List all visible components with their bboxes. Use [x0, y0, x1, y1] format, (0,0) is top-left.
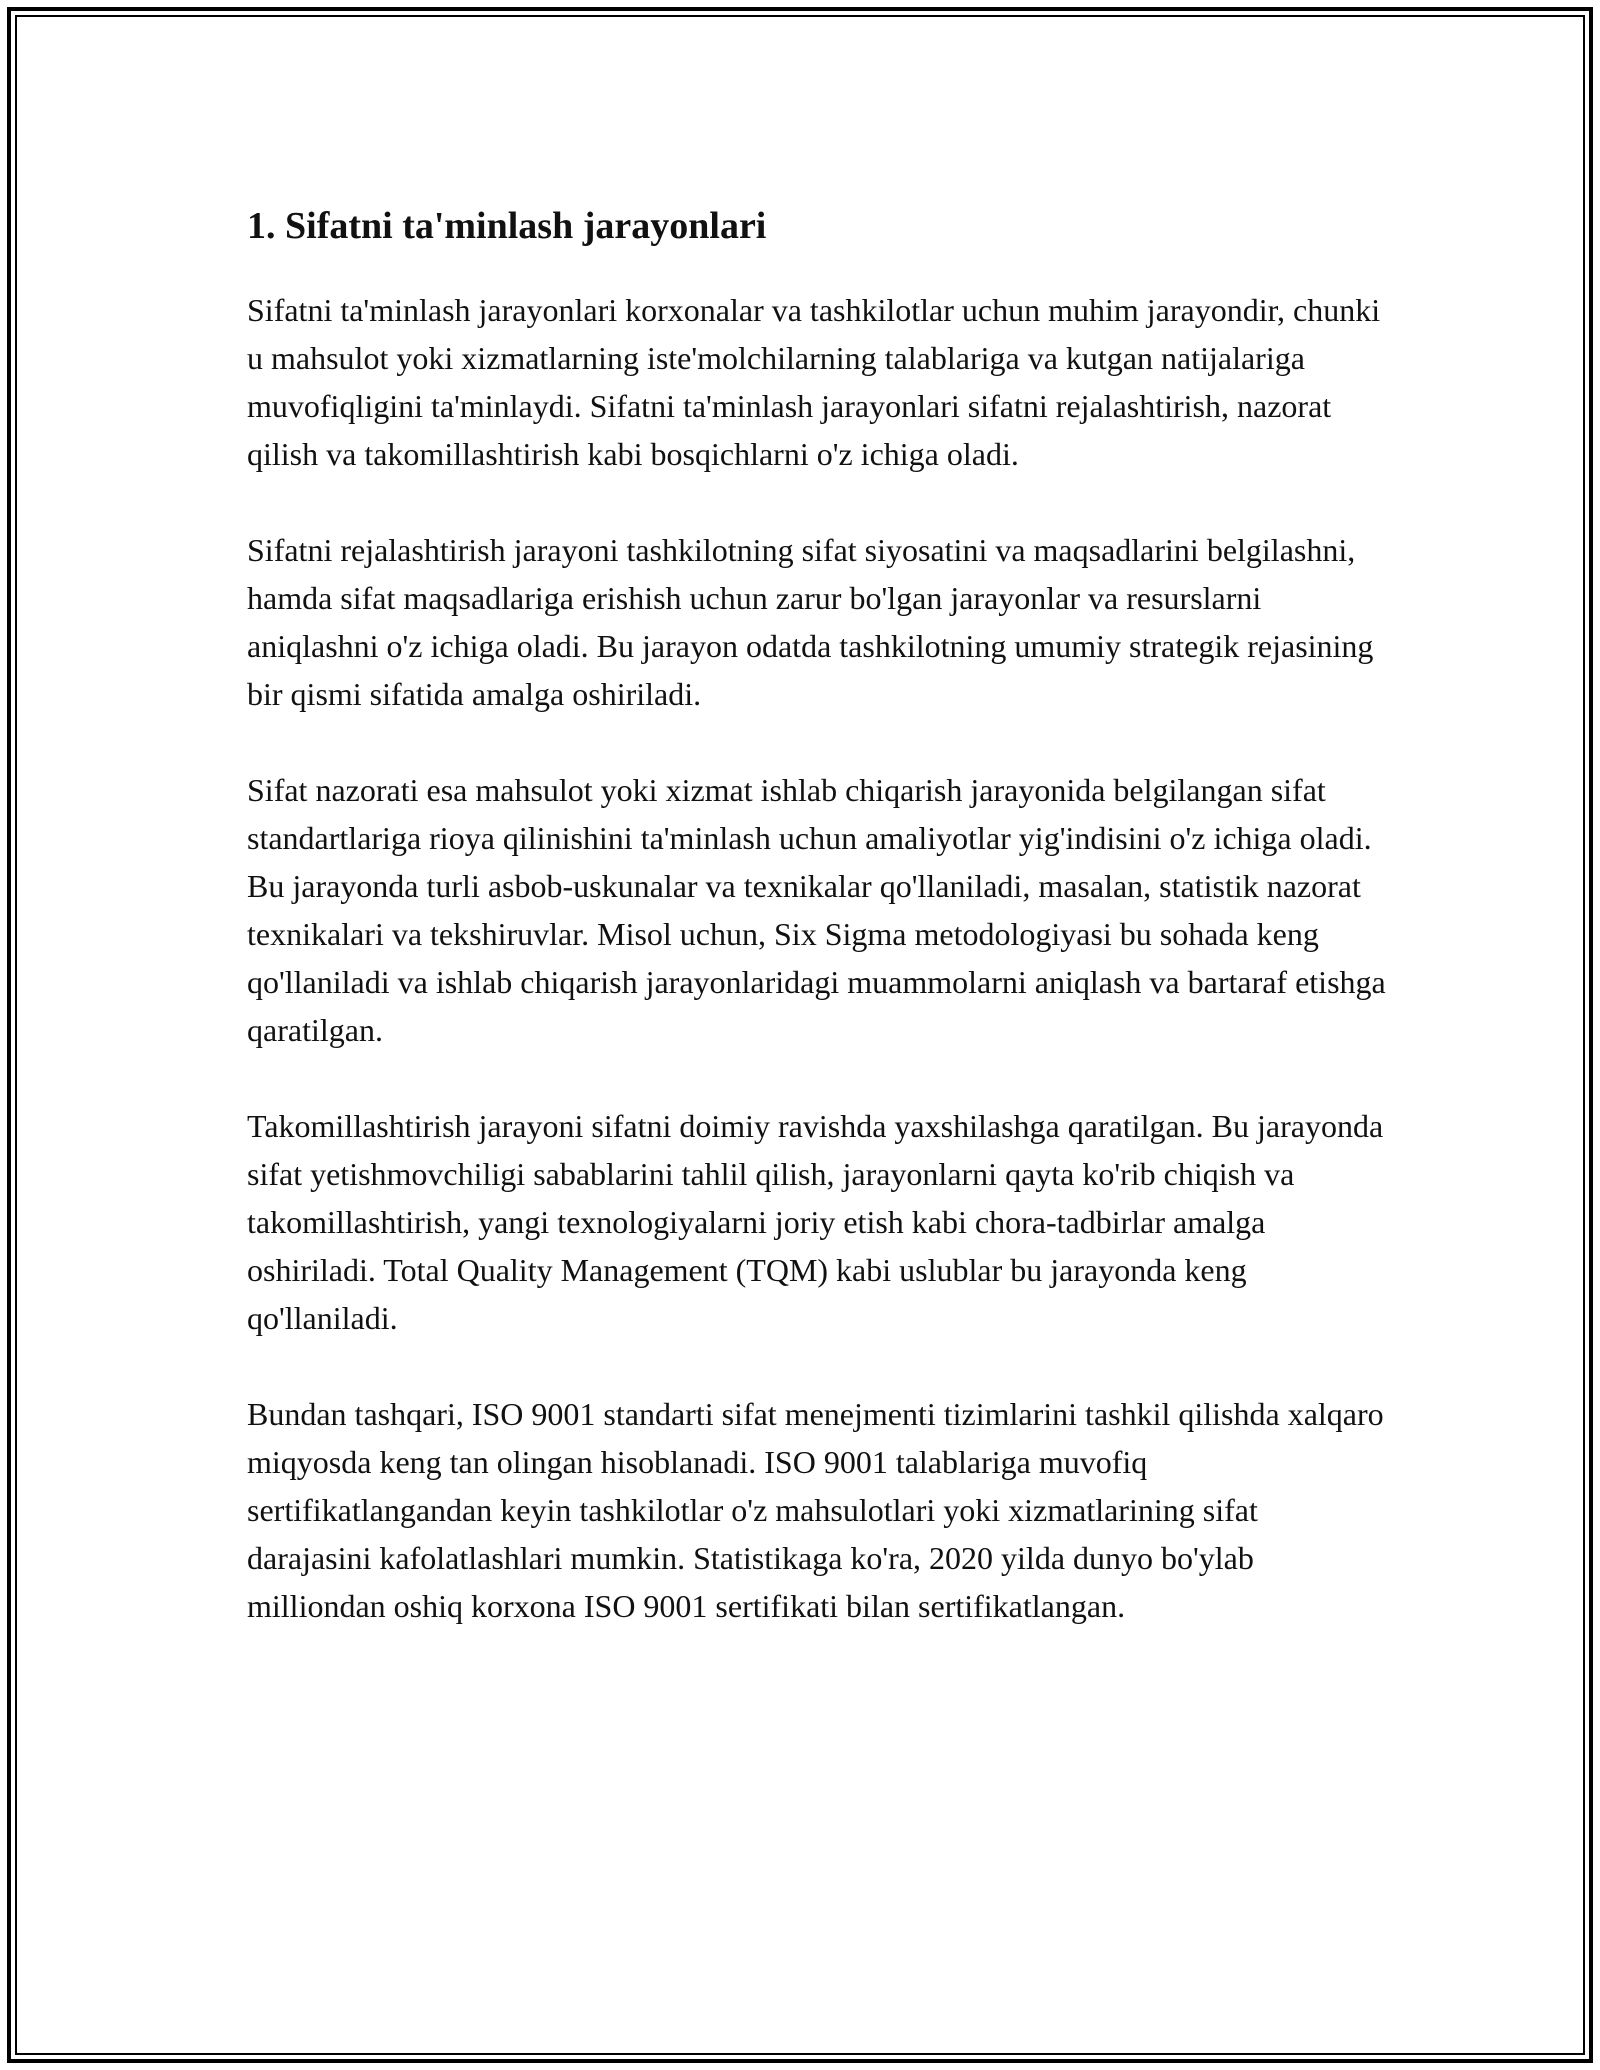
section-heading: 1. Sifatni ta'minlash jarayonlari	[247, 205, 767, 247]
paragraph-planning: Sifatni rejalashtirish jarayoni tashkilotning sifat siyosatini va maqsadlarini belgilashni, hamda sifat maqsadlariga erishish uchun zarur bo'lgan jarayonlar va resurslarni aniqlashni o'z ichiga oladi. Bu jarayon odatda tashkilotning umumiy strategik rejasining bir qismi sifatida amalga oshiriladi.	[247, 532, 1374, 712]
paragraph-control: Sifat nazorati esa mahsulot yoki xizmat ishlab chiqarish jarayonida belgilangan sifat standartlariga rioya qilinishini ta'minlash uchun amaliyotlar yig'indisini o'z ichiga oladi. Bu jarayonda turli asbob-uskunalar va texnikalar qo'llaniladi, masalan, statistik nazorat texnikalari va tekshiruvlar. Misol uchun, Six Sigma metodologiyasi bu sohada keng qo'llaniladi va ishlab chiqarish jarayonlaridagi muammolarni aniqlash va bartaraf etishga qaratilgan.	[247, 772, 1386, 1048]
paragraph-iso-9001: Bundan tashqari, ISO 9001 standarti sifat menejmenti tizimlarini tashkil qilishda xalqaro miqyosda keng tan olingan hisoblanadi. ISO 9001 talablariga muvofiq sertifikatlangandan keyin tashkilotlar o'z mahsulotlari yoki xizmatlarining sifat darajasini kafolatlashlari mumkin. Statistikaga ko'ra, 2020 yilda dunyo bo'ylab milliondan oshiq korxona ISO 9001 sertifikati bilan sertifikatlangan.	[247, 1396, 1384, 1624]
document-body	[247, 199, 1387, 1678]
paragraph-intro: Sifatni ta'minlash jarayonlari korxonalar va tashkilotlar uchun muhim jarayondir, chunki u mahsulot yoki xizmatlarning iste'molchilarning talablariga va kutgan natijalariga muvofiqligini ta'minlaydi. Sifatni ta'minlash jarayonlari sifatni rejalashtirish, nazorat qilish va takomillashtirish kabi bosqichlarni o'z ichiga oladi.	[247, 292, 1381, 472]
paragraph-improvement: Takomillashtirish jarayoni sifatni doimiy ravishda yaxshilashga qaratilgan. Bu jarayonda sifat yetishmovchiligi sabablarini tahlil qilish, jarayonlarni qayta ko'rib chiqish va takomillashtirish, yangi texnologiyalarni joriy etish kabi chora-tadbirlar amalga oshiriladi. Total Quality Management (TQM) kabi uslublar bu jarayonda keng qo'llaniladi.	[247, 1108, 1384, 1336]
page-frame	[7, 7, 1593, 2063]
